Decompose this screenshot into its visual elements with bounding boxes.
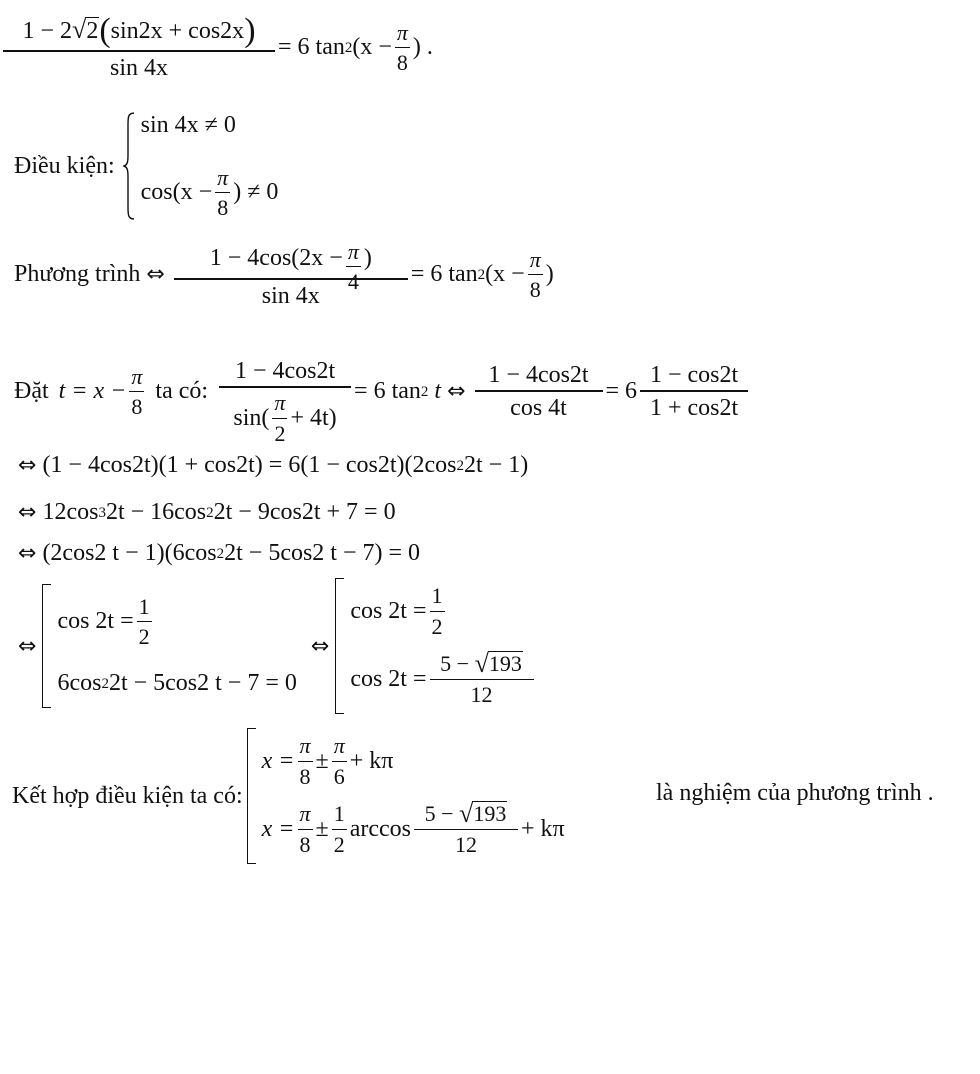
step-1: ⇔ (1 − 4cos2t)(1 + cos2t) = 6(1 − cos2t)(2cos 2 2t − 1) bbox=[18, 452, 529, 478]
problem-equation: 1 − 2 √ 2 ( sin2x + cos2x ) sin 4x = 6 tan 2 (x − $\frac{\pi}{8}$ ) . bbox=[0, 14, 433, 81]
t-definition: t = x − bbox=[58, 378, 127, 405]
solution-1: x = $\frac{\pi}{8}$ ± $\frac{\pi}{6}$ + kπ bbox=[261, 733, 394, 789]
sqrt-2: √ 2 bbox=[72, 15, 99, 45]
square-bracket-icon bbox=[247, 728, 256, 864]
equation-transform: Phương trình ⇔ 1 − 4cos(2x − $\frac{\pi}{4}$ ) sin 4x = 6 tan 2 (x − $\frac{\pi}{8}$ ) bbox=[14, 239, 554, 310]
iff-symbol: ⇔ bbox=[447, 379, 466, 405]
step-3: ⇔ (2cos2 t − 1)(6cos 2 2t − 5cos2 t − 7) = 0 bbox=[18, 540, 421, 566]
cases-left: cos 2t = $\frac{1}{2}$ 6cos 2 2t − 5cos2 t − 7 = 0 bbox=[42, 584, 296, 708]
ta-co-label: ta có: bbox=[155, 378, 209, 405]
substitution-rhs: = 6 tan bbox=[354, 378, 421, 405]
numerator-lead: 1 − 2 bbox=[22, 17, 73, 44]
condition-line-1: sin 4x ≠ 0 bbox=[140, 112, 236, 138]
step-2: ⇔ 12cos 3 2t − 16cos 2 2t − 9cos2t + 7 = 0 bbox=[18, 499, 396, 525]
condition-block bbox=[14, 112, 278, 220]
solution-set bbox=[247, 728, 565, 864]
numerator-paren-content: sin2x + cos2x bbox=[110, 17, 245, 44]
conclusion-label: Kết hợp điều kiện ta có: bbox=[12, 782, 243, 809]
equation-rhs: = 6 tan bbox=[410, 261, 478, 288]
pi-over-8: $\frac{\pi}{8}$ bbox=[396, 19, 408, 75]
condition-label: Điều kiện: bbox=[14, 152, 115, 179]
problem-fraction: 1 − 2 √ 2 ( sin2x + cos2x ) sin 4x bbox=[3, 14, 275, 81]
square-bracket-icon bbox=[335, 578, 344, 714]
substitution-label: Đặt bbox=[14, 378, 49, 405]
substitution-fraction-1: 1 − 4cos2t sin( $\frac{\pi}{2}$ + 4t) bbox=[219, 358, 351, 446]
substitution-line: Đặt t = x − $\frac{\pi}{8}$ ta có: 1 − 4cos2t sin( $\frac{\pi}{2}$ + 4t) = 6 tan 2 t ⇔ $\frac{1 - 4\cos 2t}{\cos 4t}$ = 6 $\frac{1 - \cos 2t}{1 + \cos 2t}$ bbox=[14, 338, 751, 446]
substitution-fraction-3: $\frac{1 - \cos 2t}{1 + \cos 2t}$ bbox=[640, 362, 748, 422]
iff-symbol: ⇔ bbox=[146, 262, 165, 288]
substitution-fraction-2: $\frac{1 - 4\cos 2t}{\cos 4t}$ bbox=[475, 362, 603, 422]
condition-line-2: cos(x − $\frac{\pi}{8}$ ) ≠ 0 bbox=[140, 164, 279, 220]
solution-2: x = $\frac{\pi}{8}$ ± $\frac{1}{2}$ arccos 5 − √ 193 12 + kπ bbox=[261, 799, 565, 858]
cases-block: ⇔ cos 2t = $\frac{1}{2}$ 6cos 2 2t − 5cos2 t − 7 = 0 ⇔ cos 2t = $\frac{1}{2}$ cos 2t = 5 − √ 193 12 bbox=[18, 578, 537, 714]
square-bracket-icon bbox=[42, 584, 51, 708]
cases-right: cos 2t = $\frac{1}{2}$ cos 2t = 5 − √ 193 12 bbox=[335, 578, 536, 714]
curly-brace-icon bbox=[123, 112, 135, 220]
problem-rhs: = 6 tan bbox=[278, 34, 345, 61]
equation-label: Phương trình bbox=[14, 261, 141, 288]
conclusion-tail: là nghiệm của phương trình . bbox=[656, 780, 934, 806]
conclusion-block bbox=[12, 728, 565, 864]
equation-fraction: 1 − 4cos(2x − $\frac{\pi}{4}$ ) sin 4x bbox=[174, 240, 408, 310]
problem-denominator: sin 4x bbox=[3, 50, 275, 81]
problem-rhs-close: ) . bbox=[412, 34, 433, 61]
problem-rhs-open: (x − bbox=[352, 34, 392, 61]
condition-system bbox=[123, 112, 279, 220]
